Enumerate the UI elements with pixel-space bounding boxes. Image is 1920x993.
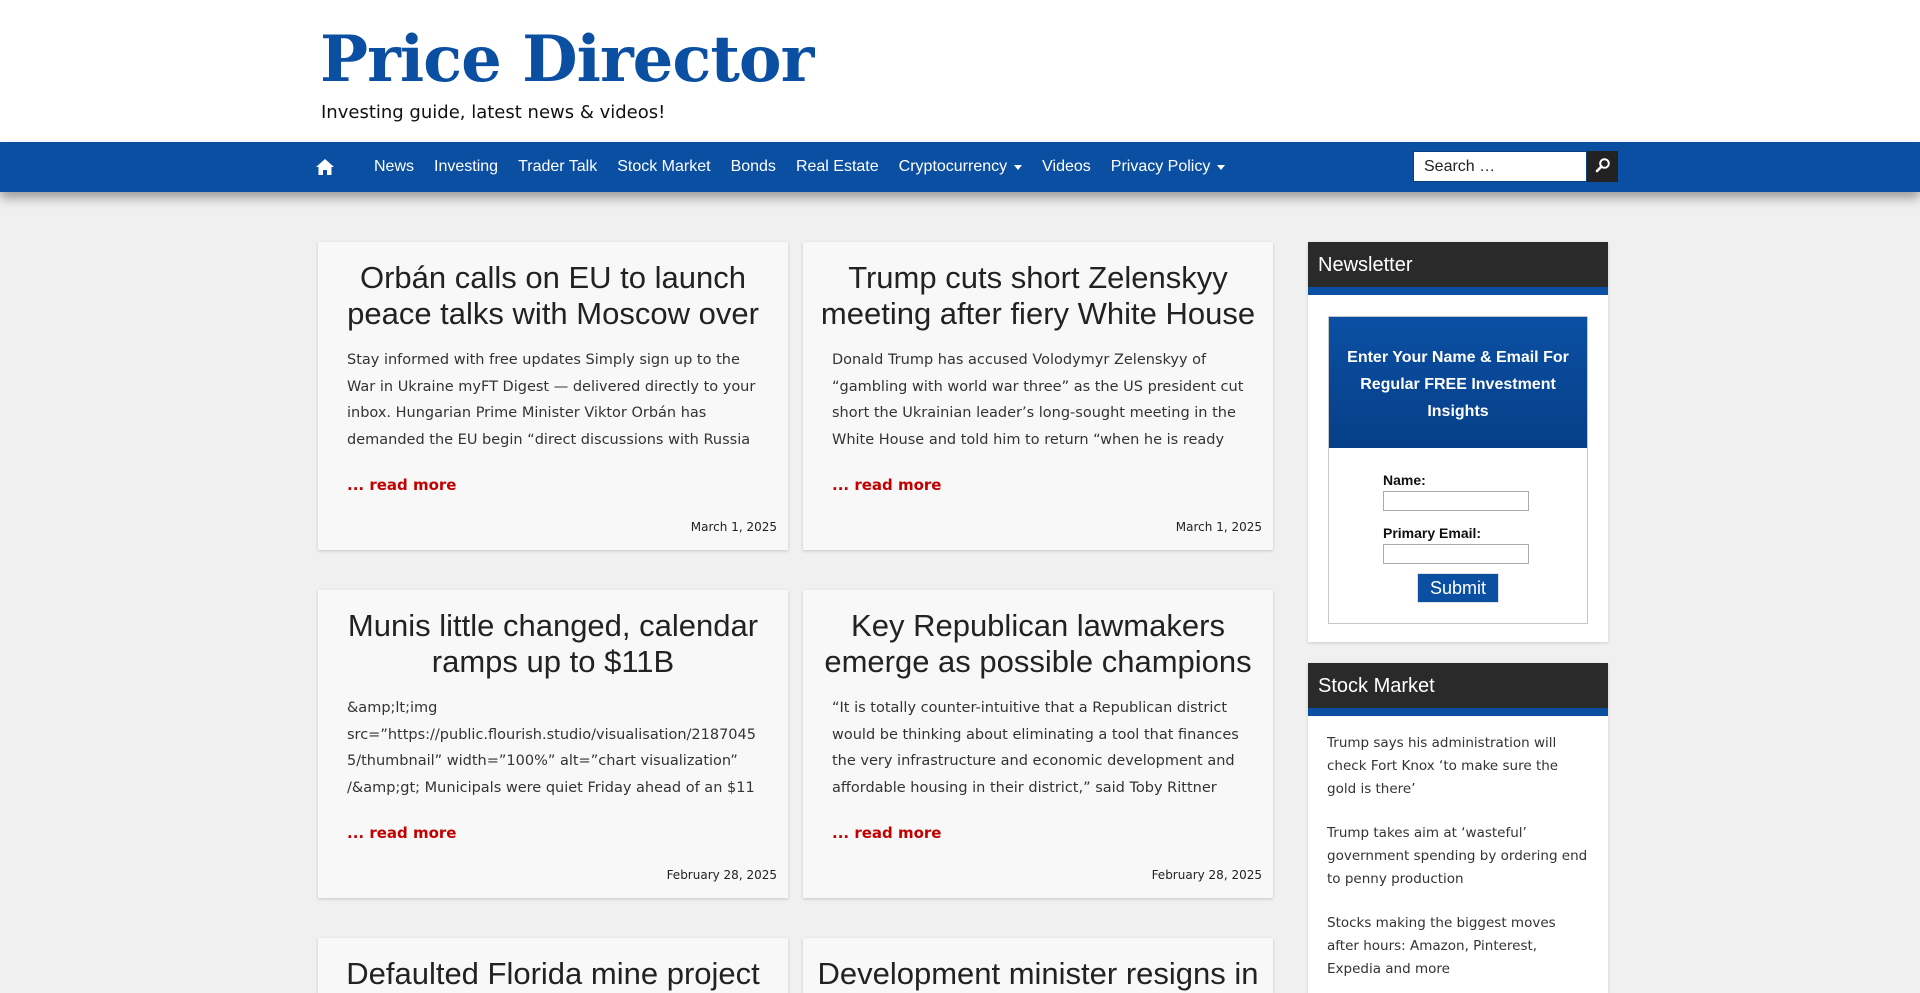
chevron-down-icon <box>1217 165 1225 170</box>
post-card <box>803 242 1273 550</box>
nav-item-label: Investing <box>434 158 499 175</box>
nav-item-real-estate[interactable] <box>786 158 889 176</box>
post-title[interactable]: Development minister resigns in <box>817 956 1259 991</box>
newsletter-widget <box>1308 242 1608 642</box>
nav-item-videos[interactable] <box>1032 158 1101 176</box>
nav-menu <box>364 142 1235 192</box>
submit-button[interactable]: Submit <box>1417 573 1499 603</box>
nav-item-label: Bonds <box>730 158 776 175</box>
site-header <box>0 0 1920 142</box>
name-field[interactable] <box>1383 491 1529 511</box>
post-excerpt: “It is totally counter-intuitive that a Republican district would be thinking about eliminating a tool that finances the very infrastructure and economic development and affordable housing in their district,” said Toby Rittner <box>832 700 1239 796</box>
home-icon[interactable] <box>314 156 336 178</box>
site-title[interactable]: Price Director <box>320 22 814 97</box>
widget-title: Newsletter <box>1308 242 1608 295</box>
post-card <box>318 938 788 993</box>
post-title[interactable]: Defaulted Florida mine project <box>346 956 760 991</box>
nav-item-label: Trader Talk <box>518 158 598 175</box>
post-title[interactable]: Munis little changed, calendar ramps up to $11B <box>347 608 759 679</box>
post-card <box>803 938 1273 993</box>
site-tagline: Investing guide, latest news & videos! <box>321 102 666 123</box>
read-more-link[interactable]: ... read more <box>832 476 942 494</box>
stock-market-link[interactable]: Trump takes aim at ‘wasteful’ government spending by ordering end to penny production <box>1327 825 1588 887</box>
read-more-link[interactable]: ... read more <box>832 824 942 842</box>
name-label: Name: <box>1383 472 1426 488</box>
email-label: Primary Email: <box>1383 525 1482 541</box>
stock-market-widget <box>1308 663 1608 993</box>
nav-item-bonds[interactable] <box>721 158 786 176</box>
nav-item-privacy-policy[interactable] <box>1101 158 1236 176</box>
nav-item-stock-market[interactable] <box>607 158 720 176</box>
nav-item-label: Stock Market <box>617 158 711 175</box>
stock-market-link[interactable]: Trump says his administration will check Fort Knox ‘to make sure the gold is there’ <box>1327 735 1559 797</box>
main-nav <box>0 142 1920 192</box>
email-field[interactable] <box>1383 544 1529 564</box>
nav-item-label: Privacy Policy <box>1110 158 1211 175</box>
post-date: March 1, 2025 <box>690 520 777 534</box>
nav-item-label: Cryptocurrency <box>898 158 1008 175</box>
nav-item-label: Videos <box>1042 158 1091 175</box>
nav-item-trader-talk[interactable] <box>508 158 607 176</box>
post-date: February 28, 2025 <box>666 868 777 882</box>
stock-market-list <box>1308 716 1608 981</box>
chevron-down-icon <box>1014 165 1022 170</box>
post-excerpt: Donald Trump has accused Volodymyr Zelenskyy of “gambling with world war three” as the US president cut short the Ukrainian leader’s long-sought meeting in the White House and told him to return “when he is ready <box>832 352 1244 448</box>
widget-title: Stock Market <box>1308 663 1608 716</box>
post-title[interactable]: Key Republican lawmakers emerge as possible champions <box>824 608 1252 679</box>
search-icon <box>1595 157 1611 176</box>
post-card <box>803 590 1273 898</box>
post-title[interactable]: Trump cuts short Zelenskyy meeting after fiery White House <box>820 260 1256 331</box>
nav-item-label: News <box>374 158 415 175</box>
search-input[interactable] <box>1413 151 1587 182</box>
read-more-link[interactable]: ... read more <box>347 824 457 842</box>
post-date: March 1, 2025 <box>1175 520 1262 534</box>
nav-item-news[interactable] <box>364 158 424 176</box>
nav-item-cryptocurrency[interactable] <box>889 158 1032 176</box>
post-date: February 28, 2025 <box>1151 868 1262 882</box>
post-card <box>318 590 788 898</box>
post-excerpt: Stay informed with free updates Simply sign up to the War in Ukraine myFT Digest — delivered directly to your inbox. Hungarian Prime Minister Viktor Orbán has demanded the EU begin “direct discussions with Russia <box>347 352 756 448</box>
nav-item-label: Real Estate <box>795 158 879 175</box>
post-excerpt: &amp;lt;img src=”https://public.flourish.studio/visualisation/21870455/thumbnail” width=”100%” alt=”chart visualization” /&amp;gt; Municipals were quiet Friday ahead of an $11 <box>347 700 756 796</box>
search-button[interactable] <box>1587 151 1618 182</box>
newsletter-cta: Enter Your Name & Email For Regular FREE Investment Insights <box>1329 317 1587 448</box>
post-title[interactable]: Orbán calls on EU to launch peace talks with Moscow over <box>347 260 759 331</box>
post-card <box>318 242 788 550</box>
newsletter-form <box>1328 316 1588 624</box>
nav-item-investing[interactable] <box>424 158 508 176</box>
read-more-link[interactable]: ... read more <box>347 476 457 494</box>
stock-market-link[interactable]: Stocks making the biggest moves after hours: Amazon, Pinterest, Expedia and more <box>1327 915 1556 977</box>
